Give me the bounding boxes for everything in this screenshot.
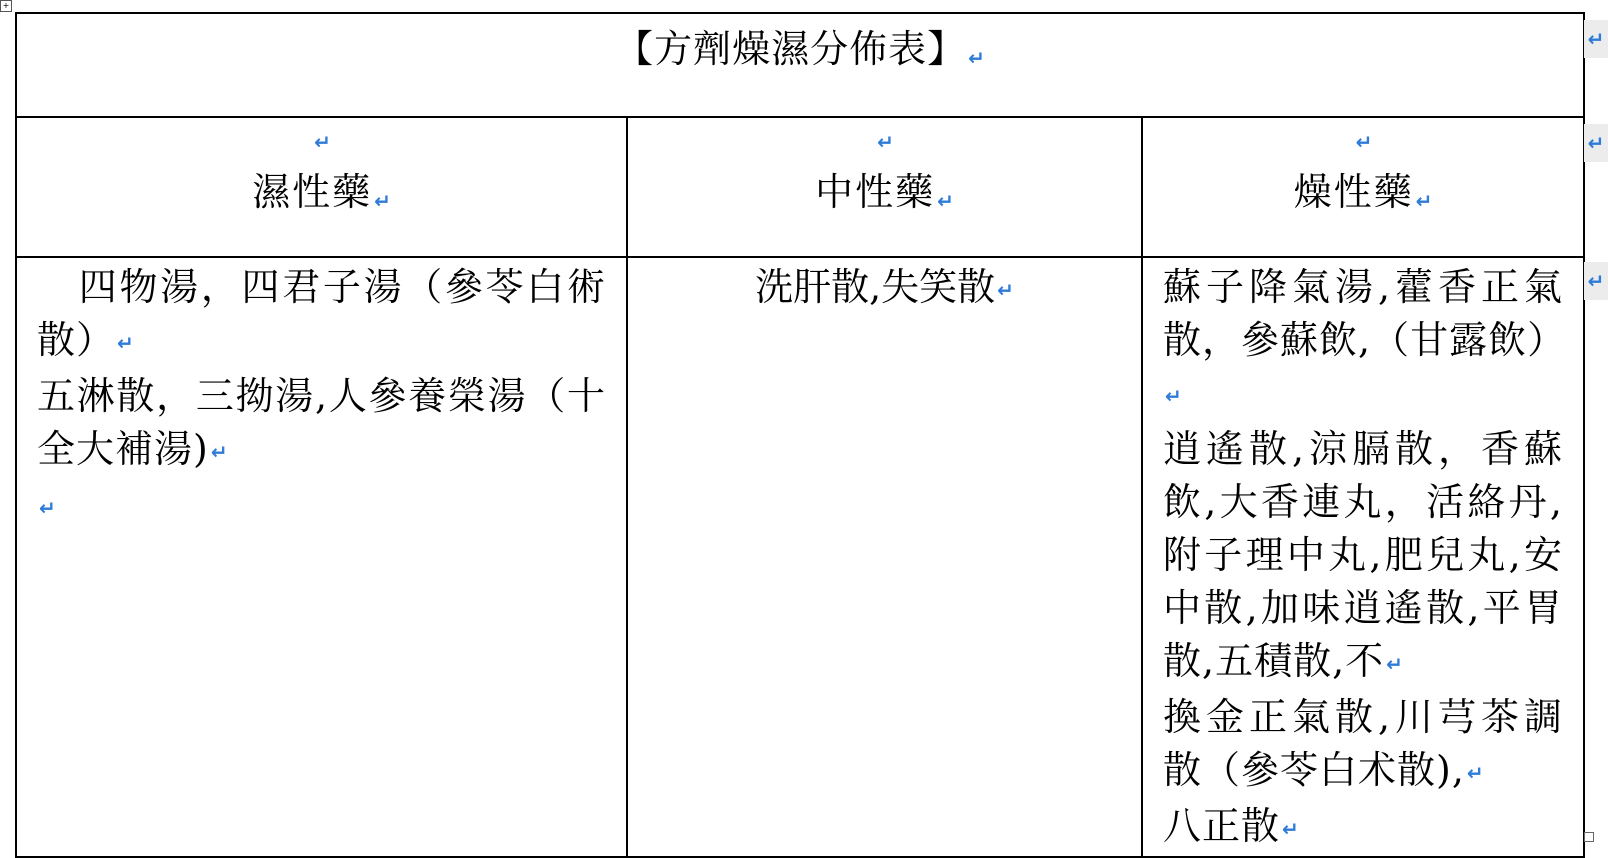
distribution-table-frame [15, 12, 1583, 848]
paragraph-mark-icon: ↵ [1165, 384, 1183, 408]
wet-paragraph-1 [37, 261, 606, 370]
title-cell[interactable] [16, 13, 1584, 117]
title-row [16, 13, 1584, 117]
dry-paragraph-2 [1163, 423, 1563, 691]
header-cell-dry[interactable] [1142, 117, 1584, 257]
paragraph-mark-icon: ↵ [374, 188, 391, 213]
header-row [16, 117, 1584, 257]
wet-text-1: 四物湯，四君子湯（參苓白術散） [37, 265, 606, 362]
header-dry: 燥性藥 [1293, 170, 1414, 214]
header-cell-wet[interactable] [16, 117, 627, 257]
dry-paragraph-3 [1163, 691, 1563, 800]
header-wet: 濕性藥 [252, 170, 373, 214]
paragraph-mark-icon: ↵ [314, 129, 331, 154]
dry-paragraph-4 [1163, 800, 1563, 856]
paragraph-mark-icon: ↵ [1355, 129, 1373, 154]
paragraph-mark-icon: ↵ [1386, 652, 1404, 676]
neutral-text-1: 洗肝散,失笑散 [755, 265, 996, 309]
table-title: 【方劑燥濕分佈表】 [615, 27, 967, 71]
paragraph-mark-icon: ↵ [1415, 188, 1433, 213]
paragraph-mark-icon: ↵ [937, 188, 954, 213]
distribution-table [15, 12, 1585, 858]
wet-paragraph-empty [37, 479, 606, 535]
dry-text-3: 換金正氣散,川芎茶調散（參苓白术散), [1163, 695, 1564, 792]
body-row [16, 257, 1584, 857]
row-end-mark-icon: ↵ [1584, 262, 1608, 300]
dry-text-4: 八正散 [1163, 804, 1281, 848]
row-end-mark-icon: ↵ [1584, 20, 1608, 58]
paragraph-mark-icon: ↵ [997, 278, 1014, 302]
table-move-handle[interactable]: + [0, 0, 12, 12]
paragraph-mark-icon: ↵ [210, 440, 229, 464]
wet-text-2: 五淋散，三拗湯,人參養榮湯（十全大補湯) [37, 374, 606, 471]
dry-paragraph-1 [1163, 261, 1567, 423]
paragraph-mark-icon: ↵ [877, 129, 894, 154]
table-resize-handle[interactable] [1584, 832, 1594, 842]
body-cell-dry[interactable] [1142, 257, 1584, 857]
body-cell-wet[interactable] [16, 257, 627, 857]
body-cell-neutral[interactable] [627, 257, 1142, 857]
wet-paragraph-2 [37, 370, 606, 479]
paragraph-mark-icon: ↵ [1466, 761, 1485, 785]
dry-text-2: 逍遙散,涼膈散，香蘇飲,大香連丸，活絡丹,附子理中丸,肥兒丸,安中散,加味逍遙散,平胃散,五積散,不 [1163, 427, 1564, 683]
paragraph-mark-icon: ↵ [968, 45, 985, 70]
header-neutral: 中性藥 [815, 170, 936, 214]
paragraph-mark-icon: ↵ [1282, 817, 1300, 841]
paragraph-mark-icon: ↵ [39, 496, 57, 520]
paragraph-mark-icon: ↵ [117, 331, 135, 355]
header-cell-neutral[interactable] [627, 117, 1142, 257]
dry-text-1: 蘇子降氣湯,藿香正氣散，參蘇飲,（甘露飲） [1163, 265, 1567, 362]
row-end-mark-icon: ↵ [1584, 124, 1608, 162]
